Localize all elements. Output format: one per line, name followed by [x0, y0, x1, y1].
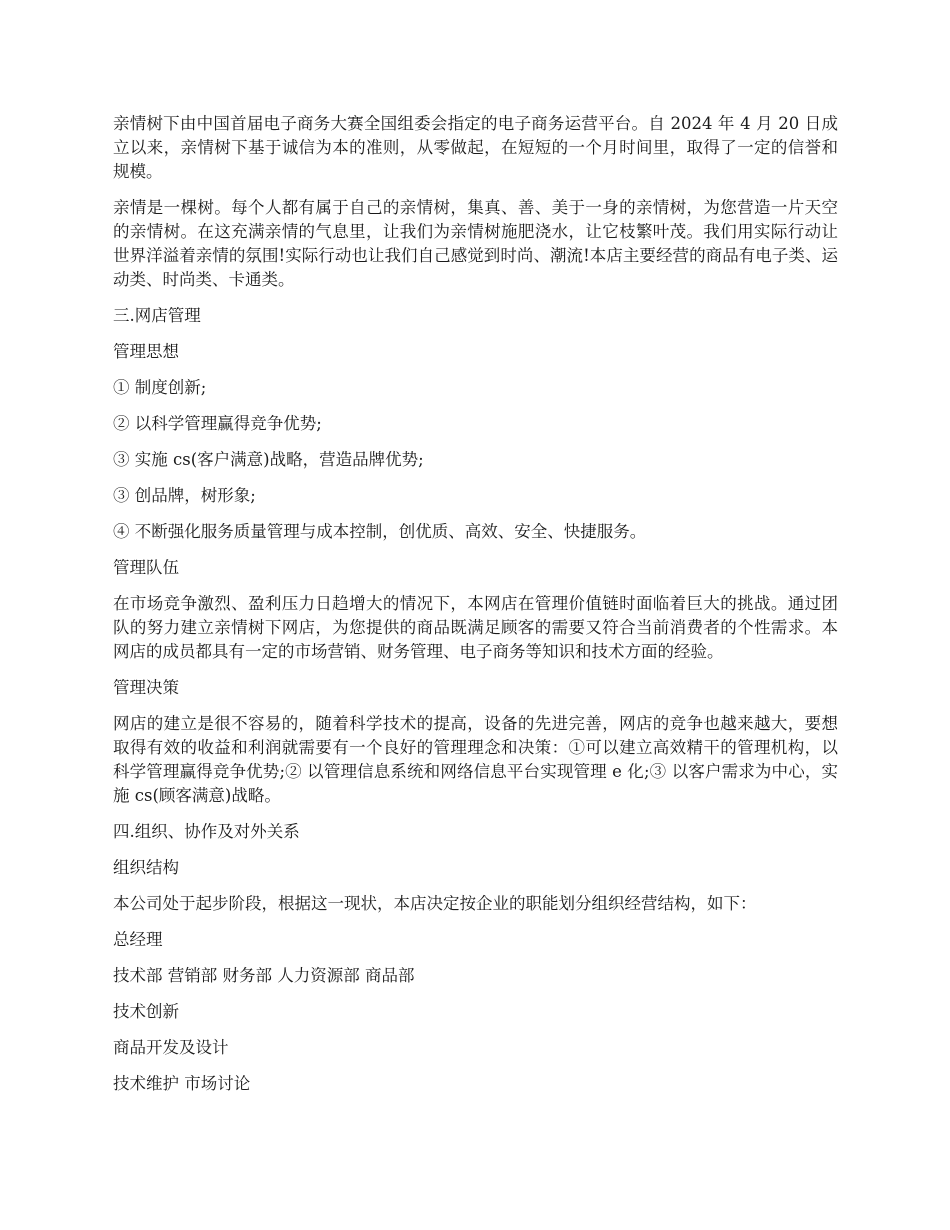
org-structure-intro: 本公司处于起步阶段，根据这一现状，本店决定按企业的职能划分组织经营结构，如下：	[113, 894, 757, 913]
list-item: ③ 实施 cs(客户满意)战略，营造品牌优势;	[113, 450, 424, 469]
list-item: ③ 创品牌，树形象;	[113, 486, 256, 505]
list-item: ① 制度创新;	[113, 378, 207, 397]
org-item-departments: 技术部 营销部 财务部 人力资源部 商品部	[113, 966, 415, 985]
intro-paragraph: 亲情树下由中国首届电子商务大赛全国组委会指定的电子商务运营平台。自 2024 年 4 月 20 日成立以来，亲情树下基于诚信为本的准则，从零做起，在短短的一个月时间里，取得了一定的信誉和规模。	[113, 114, 838, 181]
document-page	[113, 112, 838, 1108]
section-heading-store-management: 三.网店管理	[113, 306, 201, 325]
subheading-management-philosophy: 管理思想	[113, 342, 179, 361]
decisions-paragraph: 网店的建立是很不容易的，随着科学技术的提高，设备的先进完善，网店的竞争也越来越大，要想取得有效的收益和利润就需要有一个良好的管理理念和决策：①可以建立高效精干的管理机构，以科学管理赢得竞争优势;② 以管理信息系统和网络信息平台实现管理 e 化;③ 以客户需求为中心，实施 cs(顾客满意)战略。	[113, 714, 838, 805]
org-item-general-manager: 总经理	[113, 930, 163, 949]
subheading-org-structure: 组织结构	[113, 858, 179, 877]
org-item-product-development: 商品开发及设计	[113, 1038, 229, 1057]
team-paragraph: 在市场竞争激烈、盈利压力日趋增大的情况下，本网店在管理价值链时面临着巨大的挑战。通过团队的努力建立亲情树下网店，为您提供的商品既满足顾客的需要又符合当前消费者的个性需求。本网店的成员都具有一定的市场营销、财务管理、电子商务等知识和技术方面的经验。	[113, 594, 838, 661]
list-item: ④ 不断强化服务质量管理与成本控制，创优质、高效、安全、快捷服务。	[113, 522, 647, 541]
subheading-management-team: 管理队伍	[113, 558, 179, 577]
section-heading-organization: 四.组织、协作及对外关系	[113, 822, 300, 841]
org-item-tech-innovation: 技术创新	[113, 1002, 179, 1021]
org-item-tech-maintenance: 技术维护 市场讨论	[113, 1074, 251, 1093]
list-item: ② 以科学管理赢得竞争优势;	[113, 414, 322, 433]
mission-paragraph: 亲情是一棵树。每个人都有属于自己的亲情树，集真、善、美于一身的亲情树，为您营造一片天空的亲情树。在这充满亲情的气息里，让我们为亲情树施肥浇水，让它枝繁叶茂。我们用实际行动让世界洋溢着亲情的氛围!实际行动也让我们自己感觉到时尚、潮流!本店主要经营的商品有电子类、运动类、时尚类、卡通类。	[113, 198, 838, 289]
subheading-management-decisions: 管理决策	[113, 678, 179, 697]
